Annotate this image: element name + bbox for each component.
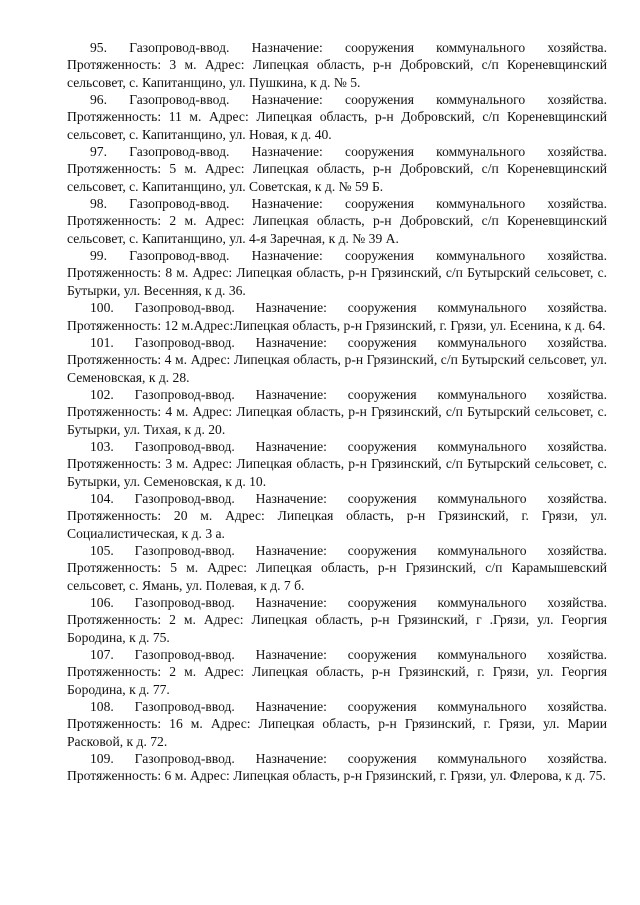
item-number: 105. — [90, 542, 114, 558]
item-number: 107. — [90, 647, 114, 663]
item-number: 98. — [90, 196, 107, 212]
document-page — [67, 39, 607, 785]
item-number: 106. — [90, 595, 114, 610]
list-item — [67, 594, 607, 646]
item-number: 108. — [90, 699, 114, 715]
item-text: Газопровод-ввод. Назначение: сооружения коммунального хозяйства. Протяженность: 12 м.Адрес:Липецкая область, р-н Грязинский, г. Грязи, ул. Есенина, к д. 64. — [67, 300, 607, 333]
list-item — [67, 542, 607, 594]
list-item — [67, 143, 607, 195]
list-item — [67, 646, 607, 698]
item-text: Газопровод-ввод. Назначение: сооружения коммунального хозяйства. Протяженность: 5 м. Адрес: Липецкая область, р-н Грязинский, с/п Карамышевский сельсовет, с. Ямань, ул. Полевая, к д. 7 б. — [67, 542, 607, 593]
item-text: Газопровод-ввод. Назначение: сооружения коммунального хозяйства. Протяженность: 3 м. Адрес: Липецкая область, р-н Грязинский, с/п Бутырский сельсовет, с. Бутырки, ул. Семеновская, к д. 10. — [67, 438, 607, 489]
list-item — [67, 490, 607, 542]
item-number: 109. — [90, 751, 114, 767]
item-number: 104. — [90, 490, 114, 506]
item-number: 102. — [90, 386, 114, 402]
item-text: Газопровод-ввод. Назначение: сооружения коммунального хозяйства. Протяженность: 5 м. Адрес: Липецкая область, р-н Добровский, с/п Кореневщинский сельсовет, с. Капитанщино, ул. Советская, к д. № 59 Б. — [67, 144, 607, 194]
item-text: Газопровод-ввод. Назначение: сооружения коммунального хозяйства. Протяженность: 20 м. Адрес: Липецкая область, р-н Грязинский, г. Грязи, ул. Социалистическая, к д. 3 а. — [67, 490, 607, 541]
list-item — [67, 247, 607, 299]
item-number: 101. — [90, 334, 114, 350]
item-text: Газопровод-ввод. Назначение: сооружения коммунального хозяйства. Протяженность: 2 м. Адрес: Липецкая область, р-н Грязинский, г .Грязи, ул. Георгия Бородина, к д. 75. — [67, 595, 607, 645]
list-item — [67, 386, 607, 438]
item-text: Газопровод-ввод. Назначение: сооружения коммунального хозяйства. Протяженность: 2 м. Адрес: Липецкая область, р-н Добровский, с/п Кореневщинский сельсовет, с. Капитанщино, ул. 4-я Заречная, к д. № 39 А. — [67, 196, 607, 246]
list-item — [67, 334, 607, 386]
list-item — [67, 750, 607, 785]
item-number: 95. — [90, 40, 107, 55]
item-text: Газопровод-ввод. Назначение: сооружения коммунального хозяйства. Протяженность: 3 м. Адрес: Липецкая область, р-н Добровский, с/п Кореневщинский сельсовет, с. Капитанщино, ул. Пушкина, к д. № 5. — [67, 40, 607, 90]
item-text: Газопровод-ввод. Назначение: сооружения коммунального хозяйства. Протяженность: 2 м. Адрес: Липецкая область, р-н Грязинский, г. Грязи, ул. Георгия Бородина, к д. 77. — [67, 647, 607, 697]
item-number: 96. — [90, 92, 107, 108]
item-text: Газопровод-ввод. Назначение: сооружения коммунального хозяйства. Протяженность: 11 м. Адрес: Липецкая область, р-н Добровский, с/п Кореневщинский сельсовет, с. Капитанщино, ул. Новая, к д. 40. — [67, 92, 607, 142]
list-item — [67, 299, 607, 334]
list-item — [67, 698, 607, 750]
item-text: Газопровод-ввод. Назначение: сооружения коммунального хозяйства. Протяженность: 6 м. Адрес: Липецкая область, р-н Грязинский, г. Грязи, ул. Флерова, к д. 75. — [67, 751, 607, 784]
item-number: 103. — [90, 438, 114, 454]
item-number: 99. — [90, 248, 107, 264]
item-text: Газопровод-ввод. Назначение: сооружения коммунального хозяйства. Протяженность: 4 м. Адрес: Липецкая область, р-н Грязинский, с/п Бутырский сельсовет, с. Бутырки, ул. Тихая, к д. 20. — [67, 386, 607, 437]
item-text: Газопровод-ввод. Назначение: сооружения коммунального хозяйства. Протяженность: 16 м. Адрес: Липецкая область, р-н Грязинский, г. Грязи, ул. Марии Расковой, к д. 72. — [67, 699, 607, 749]
list-item — [67, 39, 607, 91]
item-text: Газопровод-ввод. Назначение: сооружения коммунального хозяйства. Протяженность: 8 м. Адрес: Липецкая область, р-н Грязинский, с/п Бутырский сельсовет, с. Бутырки, ул. Весенняя, к д. 36. — [67, 248, 607, 298]
item-text: Газопровод-ввод. Назначение: сооружения коммунального хозяйства. Протяженность: 4 м. Адрес: Липецкая область, р-н Грязинский, с/п Бутырский сельсовет, ул. Семеновская, к д. 28. — [67, 334, 607, 385]
list-item — [67, 91, 607, 143]
item-number: 100. — [90, 300, 114, 316]
list-item — [67, 438, 607, 490]
list-item — [67, 195, 607, 247]
item-number: 97. — [90, 144, 107, 160]
